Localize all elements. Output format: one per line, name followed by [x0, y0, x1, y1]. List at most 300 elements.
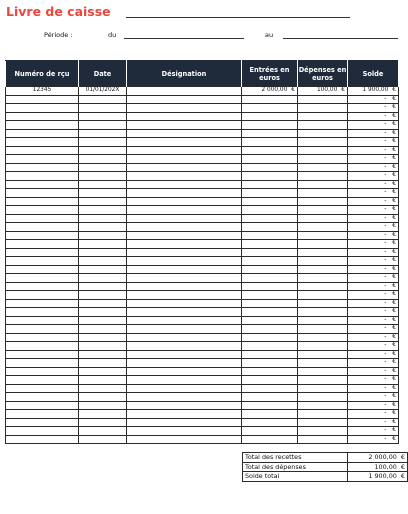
table-row [6, 401, 399, 410]
cell-date[interactable] [79, 248, 127, 257]
currency-symbol: € [392, 427, 396, 434]
currency-symbol: € [392, 418, 396, 425]
cell-designation[interactable] [127, 435, 242, 444]
cell-expenses[interactable] [298, 189, 348, 198]
cell-designation[interactable] [127, 418, 242, 427]
balance-value: - [384, 206, 387, 213]
cell-expenses[interactable] [298, 367, 348, 376]
balance-value: - [384, 223, 387, 230]
cell-receipt[interactable] [6, 418, 79, 427]
cell-entries[interactable] [242, 376, 298, 385]
currency-symbol: € [392, 376, 396, 383]
balance-value: - [384, 257, 387, 264]
cell-balance [348, 359, 399, 368]
cell-entries[interactable] [242, 265, 298, 274]
cell-date[interactable] [79, 401, 127, 410]
cell-entries[interactable] [242, 95, 298, 104]
table-row [6, 342, 399, 351]
cell-receipt[interactable] [6, 138, 79, 147]
cell-balance [348, 104, 399, 113]
cell-receipt[interactable] [6, 104, 79, 113]
table-row [6, 350, 399, 359]
period-from-field[interactable] [124, 38, 244, 39]
cell-date[interactable] [79, 308, 127, 317]
cell-designation[interactable] [127, 95, 242, 104]
cell-expenses[interactable] [298, 282, 348, 291]
cell-receipt[interactable] [6, 274, 79, 283]
cell-expenses[interactable] [298, 146, 348, 155]
cell-expenses[interactable] [298, 435, 348, 444]
cell-receipt[interactable] [6, 393, 79, 402]
cell-expenses[interactable] [298, 121, 348, 130]
cell-entries[interactable] [242, 401, 298, 410]
cell-entries[interactable] [242, 342, 298, 351]
cell-receipt[interactable] [6, 146, 79, 155]
cell-receipt[interactable] [6, 350, 79, 359]
cell-designation[interactable] [127, 367, 242, 376]
cell-expenses[interactable] [298, 87, 348, 96]
cell-expenses[interactable] [298, 206, 348, 215]
cell-entries[interactable] [242, 367, 298, 376]
balance-value: - [384, 214, 387, 221]
cell-entries[interactable] [242, 384, 298, 393]
cell-designation[interactable] [127, 401, 242, 410]
cell-entries[interactable] [242, 155, 298, 164]
cell-entries[interactable] [242, 299, 298, 308]
cell-receipt[interactable] [6, 121, 79, 130]
cell-date[interactable] [79, 350, 127, 359]
cell-designation[interactable] [127, 427, 242, 436]
balance-value: - [384, 350, 387, 357]
cell-date[interactable] [79, 257, 127, 266]
cell-designation[interactable] [127, 257, 242, 266]
period-to-field[interactable] [283, 38, 398, 39]
cell-date[interactable] [79, 95, 127, 104]
cell-date[interactable] [79, 231, 127, 240]
header-row [6, 61, 399, 87]
cell-receipt[interactable] [6, 316, 79, 325]
cell-date[interactable] [79, 129, 127, 138]
cell-balance [348, 121, 399, 130]
cell-designation[interactable] [127, 274, 242, 283]
cell-balance [348, 325, 399, 334]
cell-receipt[interactable] [6, 189, 79, 198]
col-entries: Entrées en euros [242, 61, 298, 87]
cell-expenses[interactable] [298, 418, 348, 427]
table-row [6, 172, 399, 181]
table-row [6, 163, 399, 172]
cell-designation[interactable] [127, 172, 242, 181]
cell-date[interactable] [79, 291, 127, 300]
cell-balance [348, 265, 399, 274]
cell-date[interactable] [79, 376, 127, 385]
cell-receipt[interactable] [6, 333, 79, 342]
cell-balance [348, 189, 399, 198]
cell-expenses[interactable] [298, 248, 348, 257]
cell-entries[interactable] [242, 138, 298, 147]
cell-receipt[interactable] [6, 214, 79, 223]
cell-balance [348, 342, 399, 351]
cell-balance [348, 172, 399, 181]
cell-date[interactable] [79, 104, 127, 113]
cell-expenses[interactable] [298, 95, 348, 104]
cell-designation[interactable] [127, 291, 242, 300]
cell-date[interactable] [79, 435, 127, 444]
balance-value: - [384, 342, 387, 349]
table-row [6, 333, 399, 342]
cell-date[interactable] [79, 121, 127, 130]
cell-entries[interactable] [242, 418, 298, 427]
cell-designation[interactable] [127, 299, 242, 308]
currency-symbol: € [291, 87, 295, 94]
cell-designation[interactable] [127, 333, 242, 342]
cell-expenses[interactable] [298, 265, 348, 274]
cell-receipt[interactable] [6, 282, 79, 291]
balance-value: - [384, 274, 387, 281]
cell-designation[interactable] [127, 129, 242, 138]
cell-entries[interactable] [242, 223, 298, 232]
cell-expenses[interactable] [298, 350, 348, 359]
cell-expenses[interactable] [298, 231, 348, 240]
cell-expenses[interactable] [298, 401, 348, 410]
cell-designation[interactable] [127, 410, 242, 419]
cell-date[interactable] [79, 138, 127, 147]
cell-designation[interactable] [127, 316, 242, 325]
currency-symbol: € [392, 342, 396, 349]
cell-balance [348, 231, 399, 240]
cell-expenses[interactable] [298, 274, 348, 283]
balance-value: - [384, 104, 387, 111]
cell-date[interactable] [79, 223, 127, 232]
cell-receipt[interactable] [6, 240, 79, 249]
cell-receipt[interactable] [6, 384, 79, 393]
cell-balance [348, 163, 399, 172]
currency-symbol: € [392, 138, 396, 145]
cell-designation[interactable] [127, 87, 242, 96]
cell-date[interactable] [79, 418, 127, 427]
cell-designation[interactable] [127, 240, 242, 249]
cell-entries[interactable] [242, 427, 298, 436]
cell-receipt[interactable] [6, 223, 79, 232]
currency-symbol: € [392, 189, 396, 196]
cell-entries[interactable] [242, 282, 298, 291]
cell-entries[interactable] [242, 350, 298, 359]
cell-receipt[interactable] [6, 129, 79, 138]
currency-symbol: € [392, 350, 396, 357]
cell-designation[interactable] [127, 282, 242, 291]
table-row [6, 418, 399, 427]
cell-receipt[interactable] [6, 206, 79, 215]
cell-receipt[interactable] [6, 299, 79, 308]
balance-value: - [384, 393, 387, 400]
currency-symbol: € [392, 104, 396, 111]
cell-entries[interactable] [242, 197, 298, 206]
cell-receipt[interactable] [6, 325, 79, 334]
cell-entries[interactable] [242, 410, 298, 419]
cell-entries[interactable] [242, 248, 298, 257]
totals-row [243, 472, 408, 482]
balance-value: - [384, 121, 387, 128]
cell-receipt[interactable] [6, 308, 79, 317]
cell-expenses[interactable] [298, 129, 348, 138]
currency-symbol: € [392, 121, 396, 128]
cell-entries[interactable] [242, 291, 298, 300]
cell-entries[interactable] [242, 333, 298, 342]
balance-value: - [384, 189, 387, 196]
cell-designation[interactable] [127, 359, 242, 368]
cell-date[interactable] [79, 367, 127, 376]
cell-designation[interactable] [127, 121, 242, 130]
cell-expenses[interactable] [298, 342, 348, 351]
table-row [6, 223, 399, 232]
cell-date[interactable] [79, 359, 127, 368]
cell-receipt[interactable] [6, 367, 79, 376]
cell-receipt[interactable]: 12345 [6, 87, 79, 96]
balance-value: - [384, 333, 387, 340]
cell-date[interactable] [79, 163, 127, 172]
currency-symbol: € [392, 172, 396, 179]
cell-expenses[interactable] [298, 291, 348, 300]
cell-designation[interactable] [127, 325, 242, 334]
cell-date[interactable] [79, 265, 127, 274]
cell-receipt[interactable] [6, 410, 79, 419]
currency-symbol: € [392, 240, 396, 247]
balance-value: - [384, 418, 387, 425]
cell-balance [348, 393, 399, 402]
cell-expenses[interactable] [298, 163, 348, 172]
cell-date[interactable] [79, 206, 127, 215]
cell-expenses[interactable] [298, 359, 348, 368]
cell-receipt[interactable] [6, 435, 79, 444]
cell-expenses[interactable] [298, 384, 348, 393]
cell-receipt[interactable] [6, 95, 79, 104]
col-designation: Désignation [127, 61, 242, 87]
cell-designation[interactable] [127, 138, 242, 147]
cell-entries[interactable] [242, 435, 298, 444]
cell-receipt[interactable] [6, 359, 79, 368]
table-row [6, 214, 399, 223]
cell-date[interactable] [79, 180, 127, 189]
cell-date[interactable] [79, 172, 127, 181]
cell-expenses[interactable] [298, 299, 348, 308]
cell-entries[interactable] [242, 240, 298, 249]
period-from-label: du [108, 31, 117, 39]
cell-entries[interactable] [242, 104, 298, 113]
cell-receipt[interactable] [6, 180, 79, 189]
cell-designation[interactable] [127, 163, 242, 172]
cell-date[interactable] [79, 274, 127, 283]
cell-entries[interactable] [242, 257, 298, 266]
cell-expenses[interactable] [298, 316, 348, 325]
cell-date[interactable] [79, 240, 127, 249]
cell-entries[interactable] [242, 172, 298, 181]
cell-designation[interactable] [127, 376, 242, 385]
currency-symbol: € [392, 333, 396, 340]
table-row [6, 129, 399, 138]
cell-date[interactable] [79, 155, 127, 164]
cell-date[interactable] [79, 189, 127, 198]
cell-entries[interactable] [242, 163, 298, 172]
cell-date[interactable] [79, 299, 127, 308]
cell-balance [348, 410, 399, 419]
cell-receipt[interactable] [6, 401, 79, 410]
cell-expenses[interactable] [298, 427, 348, 436]
cell-designation[interactable] [127, 146, 242, 155]
cell-designation[interactable] [127, 265, 242, 274]
cell-entries[interactable] [242, 231, 298, 240]
cell-designation[interactable] [127, 104, 242, 113]
cell-balance [348, 248, 399, 257]
cell-expenses[interactable] [298, 138, 348, 147]
cell-designation[interactable] [127, 112, 242, 121]
cell-date[interactable] [79, 214, 127, 223]
cell-date[interactable] [79, 112, 127, 121]
currency-symbol: € [392, 410, 396, 417]
cell-expenses[interactable] [298, 214, 348, 223]
cell-receipt[interactable] [6, 257, 79, 266]
cell-receipt[interactable] [6, 376, 79, 385]
cell-entries[interactable] [242, 325, 298, 334]
cell-date[interactable] [79, 427, 127, 436]
cell-expenses[interactable] [298, 333, 348, 342]
cell-designation[interactable] [127, 248, 242, 257]
cell-date[interactable] [79, 325, 127, 334]
cell-entries[interactable] [242, 87, 298, 96]
cell-designation[interactable] [127, 214, 242, 223]
cell-receipt[interactable] [6, 112, 79, 121]
cell-entries[interactable] [242, 146, 298, 155]
cell-date[interactable]: 01/01/202X [79, 87, 127, 96]
cell-designation[interactable] [127, 223, 242, 232]
cell-entries[interactable] [242, 214, 298, 223]
cell-date[interactable] [79, 384, 127, 393]
currency-symbol: € [392, 257, 396, 264]
table-row [6, 87, 399, 96]
cell-designation[interactable] [127, 384, 242, 393]
balance-value: - [384, 146, 387, 153]
currency-symbol: € [392, 316, 396, 323]
table-row [6, 146, 399, 155]
cell-expenses[interactable] [298, 325, 348, 334]
cell-balance [348, 291, 399, 300]
cell-entries[interactable] [242, 121, 298, 130]
cell-designation[interactable] [127, 342, 242, 351]
totals-table [242, 452, 408, 482]
cell-receipt[interactable] [6, 342, 79, 351]
table-row [6, 410, 399, 419]
cell-expenses[interactable] [298, 308, 348, 317]
cell-date[interactable] [79, 342, 127, 351]
cell-receipt[interactable] [6, 172, 79, 181]
cell-designation[interactable] [127, 197, 242, 206]
cell-entries[interactable] [242, 393, 298, 402]
cell-entries[interactable] [242, 359, 298, 368]
cell-expenses[interactable] [298, 112, 348, 121]
cell-designation[interactable] [127, 231, 242, 240]
cell-expenses[interactable] [298, 257, 348, 266]
table-row [6, 316, 399, 325]
cell-receipt[interactable] [6, 155, 79, 164]
cell-designation[interactable] [127, 350, 242, 359]
currency-symbol: € [392, 163, 396, 170]
cell-expenses[interactable] [298, 410, 348, 419]
cell-expenses[interactable] [298, 393, 348, 402]
cell-balance [348, 129, 399, 138]
cell-receipt[interactable] [6, 427, 79, 436]
cell-expenses[interactable] [298, 240, 348, 249]
cell-date[interactable] [79, 393, 127, 402]
cell-entries[interactable] [242, 129, 298, 138]
cell-designation[interactable] [127, 189, 242, 198]
table-row [6, 95, 399, 104]
cell-expenses[interactable] [298, 197, 348, 206]
table-row [6, 138, 399, 147]
currency-symbol: € [392, 231, 396, 238]
cell-date[interactable] [79, 146, 127, 155]
cell-date[interactable] [79, 282, 127, 291]
balance-value: - [384, 129, 387, 136]
currency-symbol: € [392, 401, 396, 408]
cell-expenses[interactable] [298, 223, 348, 232]
cell-expenses[interactable] [298, 180, 348, 189]
cell-balance [348, 223, 399, 232]
cell-receipt[interactable] [6, 197, 79, 206]
cell-balance [348, 240, 399, 249]
cell-date[interactable] [79, 197, 127, 206]
currency-symbol: € [392, 282, 396, 289]
balance-value: - [384, 325, 387, 332]
cell-receipt[interactable] [6, 248, 79, 257]
cell-entries[interactable] [242, 308, 298, 317]
cell-date[interactable] [79, 316, 127, 325]
balance-value: - [384, 367, 387, 374]
cell-date[interactable] [79, 410, 127, 419]
balance-value: - [384, 316, 387, 323]
cell-expenses[interactable] [298, 104, 348, 113]
cell-receipt[interactable] [6, 265, 79, 274]
total-receipts-value: 2 000,00 € [348, 453, 408, 463]
cell-designation[interactable] [127, 393, 242, 402]
currency-symbol: € [392, 325, 396, 332]
cell-receipt[interactable] [6, 163, 79, 172]
cell-receipt[interactable] [6, 231, 79, 240]
cell-designation[interactable] [127, 155, 242, 164]
cell-designation[interactable] [127, 180, 242, 189]
table-row [6, 282, 399, 291]
cell-entries[interactable] [242, 316, 298, 325]
currency-symbol: € [392, 206, 396, 213]
cell-expenses[interactable] [298, 155, 348, 164]
cell-entries[interactable] [242, 189, 298, 198]
currency-symbol: € [392, 265, 396, 272]
cell-entries[interactable] [242, 112, 298, 121]
cell-expenses[interactable] [298, 376, 348, 385]
cell-designation[interactable] [127, 206, 242, 215]
cell-entries[interactable] [242, 274, 298, 283]
cell-entries[interactable] [242, 206, 298, 215]
cell-receipt[interactable] [6, 291, 79, 300]
cell-date[interactable] [79, 333, 127, 342]
cell-balance [348, 299, 399, 308]
cell-designation[interactable] [127, 308, 242, 317]
period-label: Période : [44, 31, 73, 39]
cell-balance [348, 418, 399, 427]
cell-entries[interactable] [242, 180, 298, 189]
expenses-value: 100,00 [317, 87, 338, 94]
cell-expenses[interactable] [298, 172, 348, 181]
table-row [6, 197, 399, 206]
table-row [6, 376, 399, 385]
